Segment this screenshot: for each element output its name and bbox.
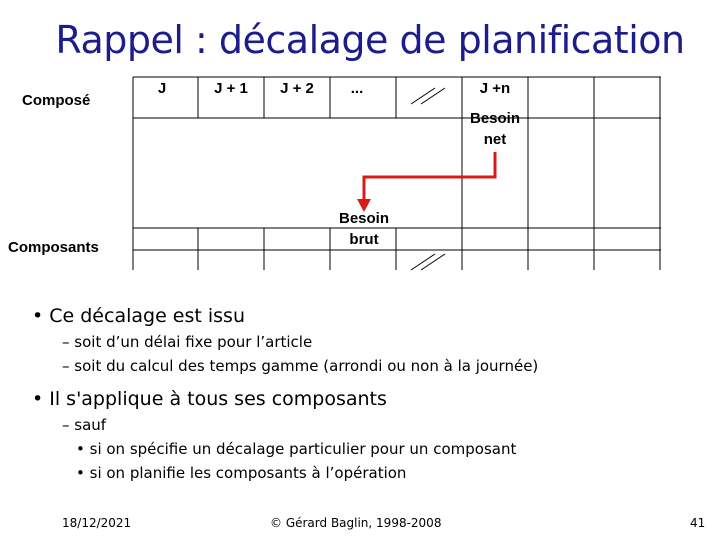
besoin-net-cell	[462, 108, 528, 150]
row-label-composants: Composants	[8, 239, 99, 256]
bullet-1-sub-2: – soit du calcul des temps gamme (arrondi ou non à la journée)	[62, 357, 539, 375]
bullet-2-sub-1-a-text: si on spécifie un décalage particulier pour un composant	[89, 440, 517, 458]
header-j: J	[157, 80, 167, 97]
bullet-1-text: Ce décalage est issu	[49, 305, 245, 327]
besoin-net-line2: net	[483, 131, 507, 148]
bullet-1: • Ce décalage est issu	[32, 305, 245, 327]
header-j-plus-2: J + 2	[280, 80, 314, 97]
besoin-brut-line2: brut	[349, 231, 379, 248]
bullet-1-sub-1-text: soit d’un délai fixe pour l’article	[74, 333, 313, 351]
row-label-compose: Composé	[22, 92, 91, 109]
besoin-net-line1: Besoin	[469, 110, 520, 127]
besoin-brut-line1: Besoin	[338, 210, 389, 227]
bullet-1-sub-2-text: soit du calcul des temps gamme (arrondi ou non à la journée)	[74, 357, 539, 375]
offset-arrow	[357, 152, 495, 212]
bullet-2: • Il s'applique à tous ses composants	[32, 388, 387, 410]
footer-page-number: 41	[690, 516, 706, 530]
bullet-2-sub-1-b: • si on planifie les composants à l’opération	[76, 464, 407, 482]
header-j-plus-1: J + 1	[214, 80, 248, 97]
bullet-2-sub-1-text: sauf	[74, 416, 107, 434]
header-j-plus-n: J +n	[479, 80, 511, 97]
bullet-2-sub-1-a: • si on spécifie un décalage particulier pour un composant	[76, 440, 517, 458]
bullet-1-sub-1: – soit d’un délai fixe pour l’article	[62, 333, 313, 351]
footer-date: 18/12/2021	[62, 516, 132, 530]
bullet-2-text: Il s'applique à tous ses composants	[49, 388, 387, 410]
besoin-brut-cell	[331, 208, 397, 250]
footer-copyright: © Gérard Baglin, 1998-2008	[270, 516, 442, 530]
header-ellipsis: ...	[350, 80, 364, 97]
slide-title: Rappel : décalage de planification	[55, 18, 685, 62]
bullet-2-sub-1: – sauf	[62, 416, 107, 434]
bullet-2-sub-1-b-text: si on planifie les composants à l’opération	[89, 464, 407, 482]
